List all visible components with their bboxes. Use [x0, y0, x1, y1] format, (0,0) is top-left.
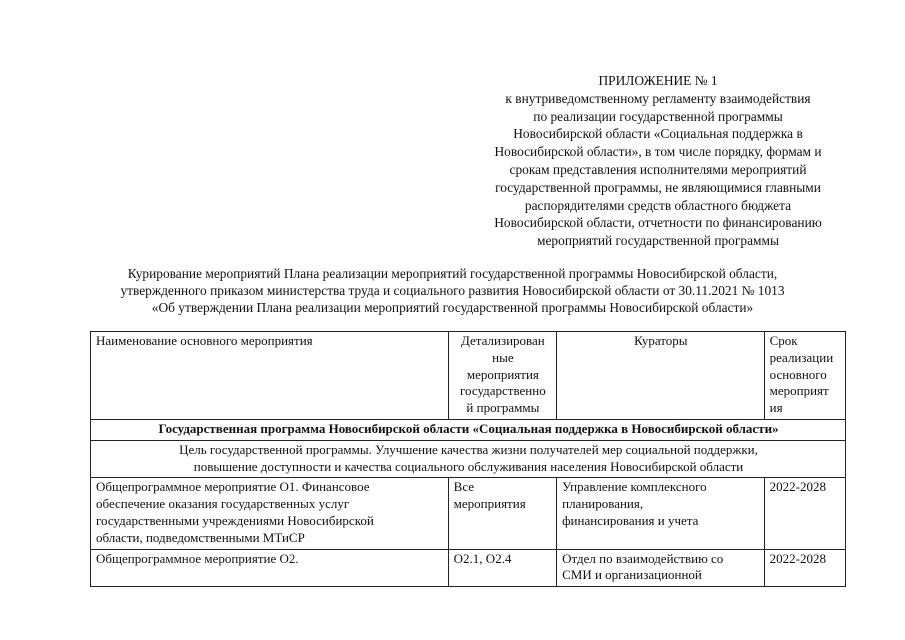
header-term-line: реализации: [769, 349, 834, 365]
program-goal-row: [91, 440, 846, 478]
curation-table: [90, 331, 846, 587]
appendix-line: Новосибирской области «Социальная поддержка в: [513, 126, 803, 142]
detailed-cell: [448, 478, 556, 549]
header-term-line: основного: [769, 366, 827, 382]
event-line: области, подведомственными МТиСР: [96, 529, 305, 545]
detailed-line: О2.1, О2.4: [453, 550, 512, 566]
table-row: [91, 478, 846, 549]
event-line: Общепрограммное мероприятие О1. Финансовое: [96, 479, 370, 495]
header-main-event: [91, 332, 449, 420]
header-curators: [557, 332, 765, 420]
header-term-line: Срок: [769, 333, 798, 348]
table-header-row: [91, 332, 846, 420]
event-line: Общепрограммное мероприятие О2.: [96, 550, 299, 566]
event-line: государственными учреждениями Новосибирской: [96, 512, 374, 528]
header-detailed-line: й программы: [466, 400, 540, 416]
goal-line: повышение доступности и качества социального обслуживания населения Новосибирской области: [193, 458, 744, 474]
header-main-event-label: Наименование основного мероприятия: [96, 333, 313, 348]
header-curators-label: Кураторы: [634, 333, 688, 348]
program-goal: [91, 440, 846, 478]
header-detailed-line: ные: [492, 349, 514, 365]
appendix-line: распорядителями средств областного бюджета: [524, 197, 792, 213]
appendix-line: Новосибирской области, отчетности по финансированию: [494, 215, 822, 231]
appendix-line: государственной программы, не являющимися главными: [495, 179, 821, 195]
event-line: обеспечение оказания государственных услуг: [96, 496, 350, 512]
event-cell: [91, 478, 449, 549]
curator-cell: [557, 549, 765, 587]
header-detailed-events: [448, 332, 556, 420]
term-cell: 2022-2028: [764, 549, 845, 587]
detailed-line: мероприятия: [453, 496, 526, 512]
curator-cell: [557, 478, 765, 549]
heading-line: «Об утверждении Плана реализации мероприятий государственной программы Новосибирской области»: [151, 300, 754, 316]
header-detailed-line: мероприятия: [466, 366, 539, 382]
curator-line: Управление комплексного: [562, 479, 707, 495]
document-heading: [40, 265, 865, 317]
term-cell: 2022-2028: [764, 478, 845, 549]
curator-line: планирования,: [562, 496, 644, 512]
event-cell: [91, 549, 449, 587]
program-title: Государственная программа Новосибирской области «Социальная поддержка в Новосибирской области»: [91, 419, 846, 440]
appendix-block: [470, 72, 846, 250]
program-title-row: [91, 419, 846, 440]
appendix-title: ПРИЛОЖЕНИЕ № 1: [598, 73, 718, 88]
heading-line: Курирование мероприятий Плана реализации мероприятий государственной программы Новосибирской области,: [127, 266, 778, 281]
header-term-line: мероприят: [769, 383, 829, 399]
table-row: [91, 549, 846, 587]
appendix-line: к внутриведомственному регламенту взаимодействия: [505, 90, 811, 106]
appendix-line: мероприятий государственной программы: [537, 233, 779, 249]
appendix-line: срокам представления исполнителями мероприятий: [509, 161, 807, 177]
goal-line: Цель государственной программы. Улучшение качества жизни получателей мер социальной поддержки,: [179, 441, 758, 457]
curator-line: СМИ и организационной: [562, 567, 702, 583]
header-detailed-line: Детализирован: [461, 333, 545, 348]
detailed-line: Все: [453, 479, 475, 495]
header-term-line: ия: [769, 400, 783, 416]
header-detailed-line: государственно: [460, 383, 546, 399]
detailed-cell: [448, 549, 556, 587]
curator-line: финансирования и учета: [562, 512, 699, 528]
header-term: [764, 332, 845, 420]
curator-line: Отдел по взаимодействию со: [562, 550, 724, 566]
heading-line: утвержденного приказом министерства труда и социального развития Новосибирской области от 30.11.2021 № 1013: [120, 283, 785, 299]
appendix-line: Новосибирской области», в том числе порядку, формам и: [494, 144, 822, 160]
appendix-line: по реализации государственной программы: [533, 108, 783, 124]
